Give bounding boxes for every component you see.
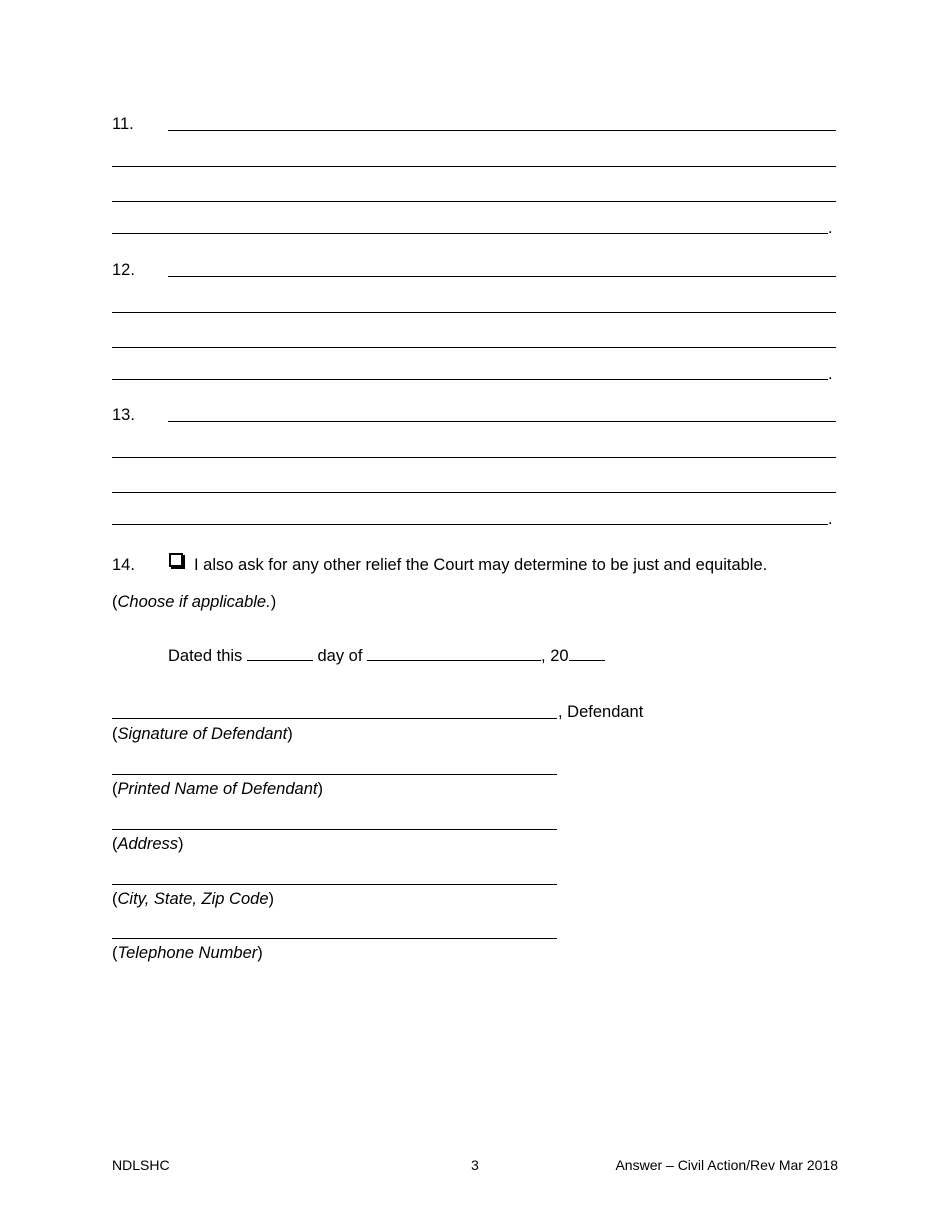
paren-close: ) (178, 835, 184, 853)
telephone-line[interactable] (112, 938, 557, 939)
paren-close: ) (317, 780, 323, 798)
signature-line[interactable] (112, 718, 557, 719)
address-line[interactable] (112, 829, 557, 830)
day-of-text: day of (317, 647, 363, 665)
answer-line-13-3[interactable] (112, 492, 836, 493)
answer-line-12-2[interactable] (112, 312, 836, 313)
dated-line (168, 645, 605, 666)
paren-open: ( (112, 890, 118, 908)
answer-line-11-1[interactable] (168, 130, 836, 131)
defendant-suffix: , Defendant (558, 703, 644, 721)
answer-line-13-1[interactable] (168, 421, 836, 422)
answer-line-12-3[interactable] (112, 347, 836, 348)
signature-label-text: Signature of Defendant (117, 725, 288, 743)
item-number-11: 11. (112, 115, 134, 133)
dated-prefix: Dated this (168, 647, 243, 665)
address-label (112, 834, 184, 854)
answer-line-12-4[interactable] (112, 379, 828, 380)
paren-open: ( (112, 835, 118, 853)
printed-name-label-text: Printed Name of Defendant (117, 780, 318, 798)
relief-text: I also ask for any other relief the Court may determine to be just and equitable. (194, 556, 768, 574)
paren-close: ) (287, 725, 293, 743)
paren-close: ) (257, 944, 263, 962)
paren-close: ) (270, 593, 277, 611)
paren-open: ( (112, 725, 118, 743)
answer-line-12-1[interactable] (168, 276, 836, 277)
choose-if-applicable (112, 592, 276, 612)
city-state-zip-line[interactable] (112, 884, 557, 885)
paren-open: ( (112, 780, 118, 798)
paren-open: ( (112, 593, 118, 611)
month-blank[interactable] (367, 645, 541, 661)
year-blank[interactable] (569, 645, 605, 661)
year-prefix: , 20 (541, 647, 569, 665)
answer-line-13-2[interactable] (112, 457, 836, 458)
printed-name-label (112, 779, 323, 799)
line-end-period: . (828, 219, 833, 237)
telephone-label (112, 943, 263, 963)
paren-close: ) (268, 890, 275, 908)
city-state-zip-label (112, 889, 274, 909)
answer-line-11-2[interactable] (112, 166, 836, 167)
city-state-zip-label-text: City, State, Zip Code (117, 890, 269, 908)
page-number: 3 (471, 1157, 479, 1173)
telephone-label-text: Telephone Number (117, 944, 258, 962)
day-blank[interactable] (247, 645, 313, 661)
item-number-13: 13. (112, 406, 135, 424)
printed-name-line[interactable] (112, 774, 557, 775)
relief-checkbox[interactable] (169, 553, 183, 567)
item-number-14: 14. (112, 556, 135, 574)
footer-left: NDLSHC (112, 1157, 170, 1173)
item-number-12: 12. (112, 261, 135, 279)
address-label-text: Address (117, 835, 179, 853)
answer-line-11-4[interactable] (112, 233, 828, 234)
line-end-period: . (828, 365, 833, 383)
answer-line-11-3[interactable] (112, 201, 836, 202)
signature-label (112, 724, 293, 744)
paren-open: ( (112, 944, 118, 962)
answer-line-13-4[interactable] (112, 524, 828, 525)
choose-label: Choose if applicable. (117, 593, 271, 611)
line-end-period: . (828, 510, 833, 528)
footer-right: Answer – Civil Action/Rev Mar 2018 (615, 1157, 838, 1173)
